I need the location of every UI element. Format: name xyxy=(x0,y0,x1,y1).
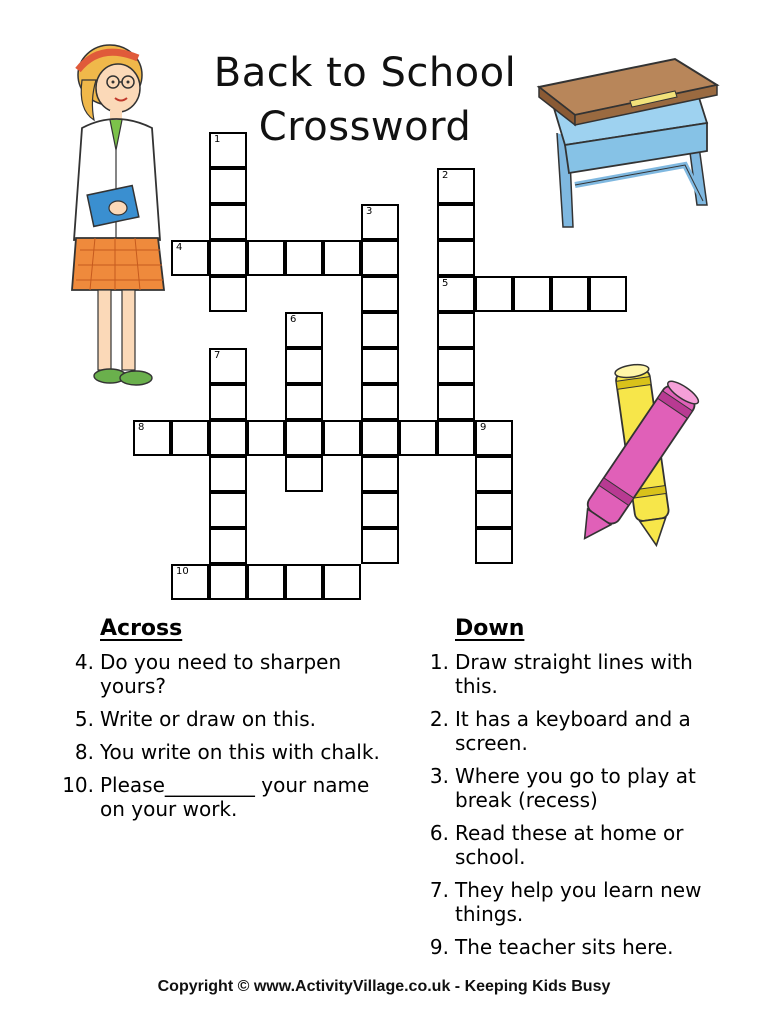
clue-text: Read these at home or school. xyxy=(455,821,684,869)
clue-number: 10 xyxy=(176,566,189,577)
grid-cell[interactable] xyxy=(361,240,399,276)
clue-text: You write on this with chalk. xyxy=(100,740,380,764)
grid-cell[interactable] xyxy=(285,564,323,600)
clue-text: Write or draw on this. xyxy=(100,707,316,731)
grid-cell[interactable] xyxy=(437,312,475,348)
grid-cell[interactable] xyxy=(361,456,399,492)
clue-number: 1. xyxy=(429,650,449,674)
down-clue xyxy=(415,650,735,698)
grid-cell[interactable] xyxy=(361,348,399,384)
grid-cell[interactable] xyxy=(209,564,247,600)
grid-cell[interactable] xyxy=(209,204,247,240)
grid-cell[interactable] xyxy=(323,240,361,276)
clue-text: Draw straight lines with this. xyxy=(455,650,693,698)
clue-text: They help you learn new things. xyxy=(455,878,702,926)
clue-number: 3 xyxy=(366,206,373,217)
grid-cell[interactable] xyxy=(361,420,399,456)
grid-cell[interactable] xyxy=(513,276,551,312)
across-clue xyxy=(60,707,380,731)
grid-cell[interactable] xyxy=(437,348,475,384)
grid-cell[interactable] xyxy=(285,312,323,348)
down-clue xyxy=(415,935,735,959)
grid-cell[interactable] xyxy=(209,168,247,204)
grid-cell[interactable] xyxy=(209,132,247,168)
clue-number: 3. xyxy=(429,764,449,788)
grid-cell[interactable] xyxy=(133,420,171,456)
grid-cell[interactable] xyxy=(209,492,247,528)
grid-cell[interactable] xyxy=(361,204,399,240)
title-line-2: Crossword xyxy=(258,104,472,150)
clue-number: 4. xyxy=(74,650,94,674)
down-clue xyxy=(415,821,735,869)
clue-number: 8 xyxy=(138,422,145,433)
grid-cell[interactable] xyxy=(361,492,399,528)
grid-cell[interactable] xyxy=(437,168,475,204)
clue-number: 4 xyxy=(176,242,183,253)
clue-number: 2 xyxy=(442,170,449,181)
across-clues xyxy=(60,612,380,830)
across-heading: Across xyxy=(100,616,183,641)
grid-cell[interactable] xyxy=(361,276,399,312)
clue-number: 5. xyxy=(74,707,94,731)
grid-cell[interactable] xyxy=(323,420,361,456)
clue-text: Do you need to sharpen yours? xyxy=(100,650,342,698)
grid-cell[interactable] xyxy=(209,240,247,276)
grid-cell[interactable] xyxy=(475,528,513,564)
grid-cell[interactable] xyxy=(285,420,323,456)
grid-cell[interactable] xyxy=(285,348,323,384)
grid-cell[interactable] xyxy=(437,240,475,276)
clue-number: 2. xyxy=(429,707,449,731)
grid-cell[interactable] xyxy=(361,384,399,420)
grid-cell[interactable] xyxy=(209,528,247,564)
clue-number: 1 xyxy=(214,134,221,145)
grid-cell[interactable] xyxy=(437,204,475,240)
grid-cell[interactable] xyxy=(323,564,361,600)
across-clue xyxy=(60,773,380,821)
clue-number: 7 xyxy=(214,350,221,361)
grid-cell[interactable] xyxy=(437,384,475,420)
grid-cell[interactable] xyxy=(209,420,247,456)
clue-number: 8. xyxy=(74,740,94,764)
grid-cell[interactable] xyxy=(361,312,399,348)
grid-cell[interactable] xyxy=(475,276,513,312)
grid-cell[interactable] xyxy=(551,276,589,312)
down-clue xyxy=(415,764,735,812)
grid-cell[interactable] xyxy=(247,420,285,456)
grid-cell[interactable] xyxy=(247,240,285,276)
grid-cell[interactable] xyxy=(171,240,209,276)
clue-number: 5 xyxy=(442,278,449,289)
grid-cell[interactable] xyxy=(399,420,437,456)
grid-cell[interactable] xyxy=(209,456,247,492)
clue-text: It has a keyboard and a screen. xyxy=(455,707,691,755)
grid-cell[interactable] xyxy=(209,276,247,312)
grid-cell[interactable] xyxy=(171,564,209,600)
grid-cell[interactable] xyxy=(475,420,513,456)
clue-number: 6. xyxy=(429,821,449,845)
clue-number: 9 xyxy=(480,422,487,433)
grid-cell[interactable] xyxy=(475,492,513,528)
down-heading: Down xyxy=(455,616,525,641)
clue-text: The teacher sits here. xyxy=(455,935,674,959)
clue-number: 10. xyxy=(62,773,94,797)
clue-number: 6 xyxy=(290,314,297,325)
grid-cell[interactable] xyxy=(171,420,209,456)
grid-cell[interactable] xyxy=(475,456,513,492)
clue-number: 9. xyxy=(429,935,449,959)
grid-cell[interactable] xyxy=(589,276,627,312)
grid-cell[interactable] xyxy=(285,456,323,492)
clue-text: Please_________ your name on your work. xyxy=(100,773,370,821)
grid-cell[interactable] xyxy=(247,564,285,600)
down-clue xyxy=(415,707,735,755)
down-clue xyxy=(415,878,735,926)
grid-cell[interactable] xyxy=(285,384,323,420)
clue-number: 7. xyxy=(429,878,449,902)
clue-text: Where you go to play at break (recess) xyxy=(455,764,696,812)
title-line-1: Back to School xyxy=(213,50,517,96)
across-clue xyxy=(60,740,380,764)
across-clue xyxy=(60,650,380,698)
grid-cell[interactable] xyxy=(209,348,247,384)
copyright-footer: Copyright © www.ActivityVillage.co.uk - Keeping Kids Busy xyxy=(157,978,611,995)
grid-cell[interactable] xyxy=(437,420,475,456)
grid-cell[interactable] xyxy=(285,240,323,276)
grid-cell[interactable] xyxy=(209,384,247,420)
grid-cell[interactable] xyxy=(361,528,399,564)
grid-cell[interactable] xyxy=(437,276,475,312)
down-clues xyxy=(415,612,735,968)
